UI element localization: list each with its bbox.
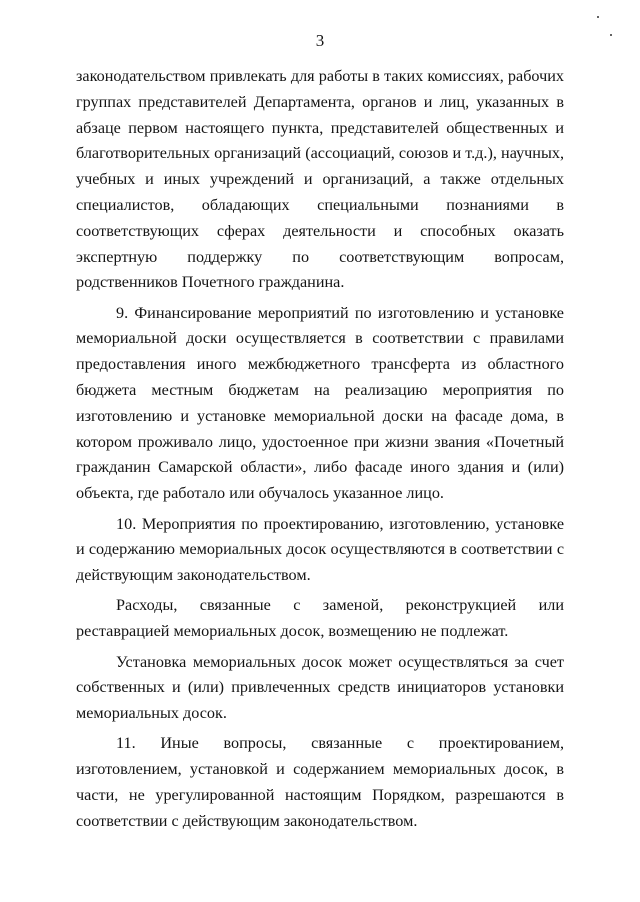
paragraph-continuation: законодательством привлекать для работы в таких комиссиях, рабочих группах представителей Департамента, органов и лиц, указанных в абзаце первом настоящего пункта, представителей общественных и благотворительных организаций (ассоциаций, союзов и т.д.), научных, учебных и иных учреждений и организаций, а также отдельных специалистов, обладающих специальными познаниями в соответствующих сферах деятельности и способных оказать экспертную поддержку по соответствующим вопросам, родственников Почетного гражданина. xyxy=(76,67,564,292)
paragraph-item-10: 10. Мероприятия по проектированию, изготовлению, установке и содержанию мемориальных досок осуществляются в соответствии с действующим законодательством. xyxy=(76,514,564,585)
page-number: 3 xyxy=(315,31,325,50)
scan-speck xyxy=(597,16,599,18)
paragraph-expenses: Расходы, связанные с заменой, реконструкцией или реставрацией мемориальных досок, возмещению не подлежат. xyxy=(76,596,564,641)
scan-speck xyxy=(610,34,612,36)
paragraph-item-9: 9. Финансирование мероприятий по изготовлению и установке мемориальной доски осуществляется в соответствии с правилами предоставления иного межбюджетного трансферта из областного бюджета местным бюджетам на реализацию мероприятия по изготовлению и установке мемориальной доски на фасаде дома, в котором проживало лицо, удостоенное при жизни звания «Почетный гражданин Самарской области», либо фасаде иного здания и (или) объекта, где работало или обучалось указанное лицо. xyxy=(76,303,564,503)
paragraph-item-11: 11. Иные вопросы, связанные с проектированием, изготовлением, установкой и содержанием мемориальных досок, в части, не урегулированной настоящим Порядком, разрешаются в соответствии с действующим законодательством. xyxy=(76,734,564,830)
paragraph-installation-funding: Установка мемориальных досок может осуществляться за счет собственных и (или) привлеченных средств инициаторов установки мемориальных досок. xyxy=(76,652,564,723)
document-body xyxy=(76,64,564,835)
